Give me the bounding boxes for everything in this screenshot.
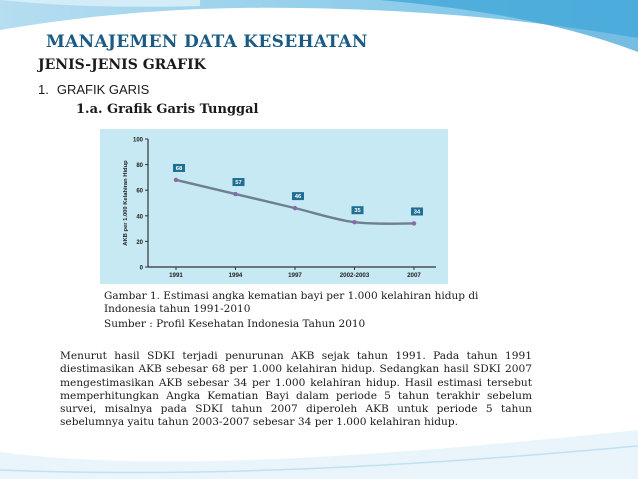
data-label: 46 <box>294 194 302 201</box>
data-point <box>412 221 416 225</box>
data-label: 68 <box>175 165 183 172</box>
data-point <box>174 178 178 182</box>
x-tick-label: 1997 <box>288 272 302 279</box>
data-point <box>233 192 237 196</box>
data-point <box>293 206 297 210</box>
x-tick-label: 1994 <box>228 272 243 279</box>
list-item-grafik-garis <box>38 82 149 97</box>
line-chart <box>100 129 448 284</box>
y-tick-label: 0 <box>139 265 143 272</box>
data-label: 34 <box>413 209 421 216</box>
y-tick-label: 80 <box>136 163 143 170</box>
x-tick-label: 2007 <box>407 272 421 279</box>
series-line <box>176 180 414 224</box>
slide-title: MANAJEMEN DATA KESEHATAN <box>46 32 368 52</box>
y-tick-label: 40 <box>136 214 143 221</box>
list-item-number: 1. <box>38 82 49 97</box>
data-point <box>352 220 356 224</box>
subheading-grafik-garis-tunggal: 1.a. Grafik Garis Tunggal <box>76 102 259 117</box>
data-label: 57 <box>235 180 242 187</box>
figure-caption: Gambar 1. Estimasi angka kematian bayi per 1.000 kelahiran hidup di Indonesia tahun 1991-2010 <box>104 290 479 315</box>
y-axis-label: AKB per 1.000 Kelahiran Hidup <box>123 160 129 246</box>
data-label: 35 <box>354 208 361 215</box>
chart-canvas <box>100 129 448 284</box>
x-tick-label: 1991 <box>169 272 183 279</box>
figure-source: Sumber : Profil Kesehatan Indonesia Tahun 2010 <box>104 318 366 330</box>
y-tick-label: 100 <box>132 137 143 144</box>
section-heading: JENIS-JENIS GRAFIK <box>38 57 206 73</box>
x-tick-label: 2002-2003 <box>339 272 370 279</box>
y-tick-label: 60 <box>136 188 143 195</box>
list-item-label: GRAFIK GARIS <box>56 82 150 97</box>
y-tick-label: 20 <box>136 239 143 246</box>
body-paragraph: Menurut hasil SDKI terjadi penurunan AKB sejak tahun 1991. Pada tahun 1991 diestimasikan AKB sebesar 68 per 1.000 kelahiran hidup. Sedangkan hasil SDKI 2007 mengestimasikan AKB sebesar 34 per 1.000 kelahiran hidup. Hasil estimasi tersebut memperhitungkan Angka Kematian Bayi dalam periode 5 tahun terakhir sebelum survei, misalnya pada SDKI tahun 2007 diperoleh AKB untuk periode 5 tahun sebelumnya yaitu tahun 2003-2007 sebesar 34 per 1.000 kelahiran hidup. <box>60 350 532 429</box>
